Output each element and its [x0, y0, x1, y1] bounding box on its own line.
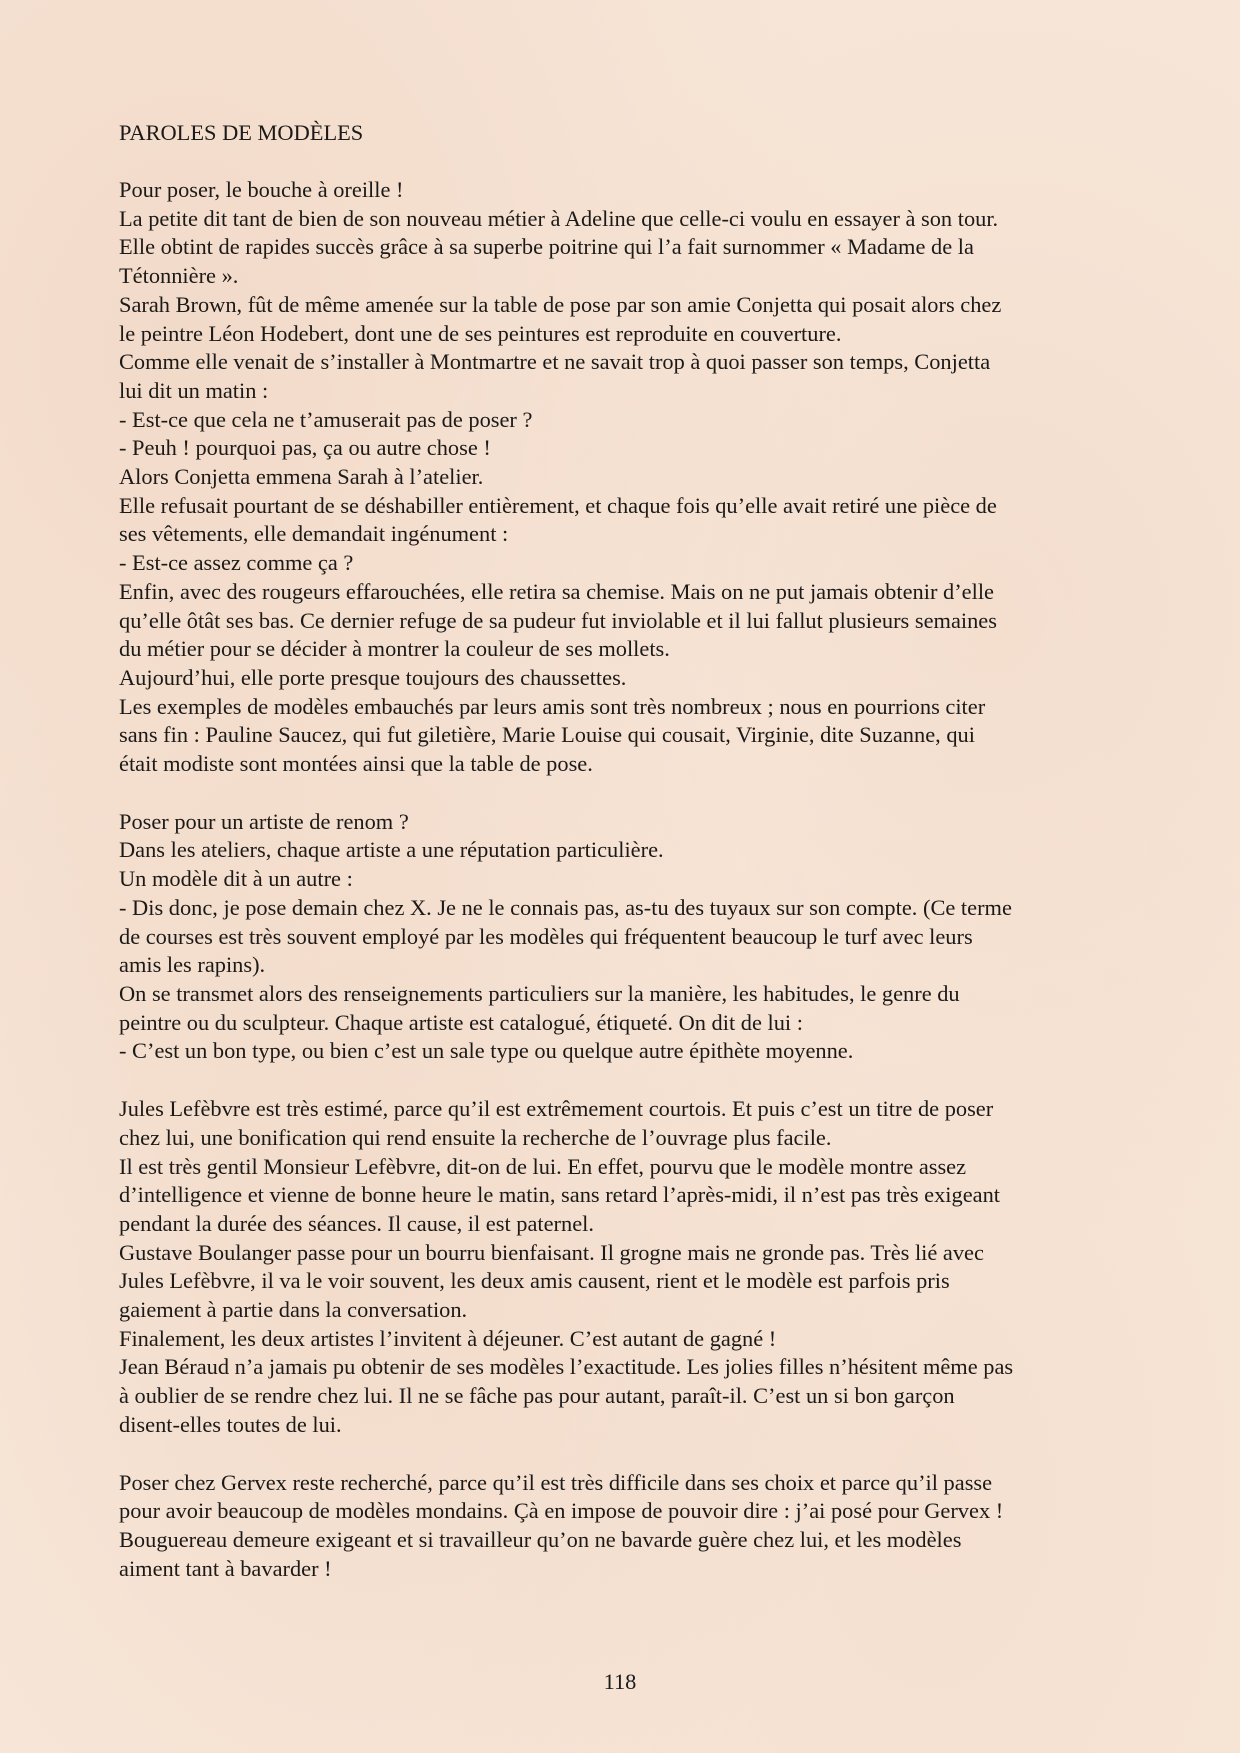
- text-line: Gustave Boulanger passe pour un bourru bienfaisant. Il grogne mais ne gronde pas. Très lié avec: [119, 1239, 984, 1265]
- text-line: ses vêtements, elle demandait ingénument :: [119, 521, 509, 547]
- text-line: Pour poser, le bouche à oreille !: [119, 177, 404, 202]
- text-line: Jean Béraud n’a jamais pu obtenir de ses modèles l’exactitude. Les jolies filles n’hésitent même pas: [119, 1354, 1014, 1380]
- text-line: à oublier de se rendre chez lui. Il ne se fâche pas pour autant, paraît-il. C’est un si bon garçon: [119, 1383, 955, 1409]
- text-line: lui dit un matin :: [119, 377, 269, 403]
- text-line: disent-elles toutes de lui.: [119, 1411, 342, 1437]
- text-line: chez lui, une bonification qui rend ensuite la recherche de l’ouvrage plus facile.: [119, 1124, 832, 1150]
- text-line: Enfin, avec des rougeurs effarouchées, elle retira sa chemise. Mais on ne put jamais obtenir d’elle: [119, 578, 994, 604]
- text-line: Poser pour un artiste de renom ?: [119, 808, 409, 834]
- section-artiste-de-renom: [119, 808, 1129, 1066]
- text-line: pendant la durée des séances. Il cause, il est paternel.: [119, 1210, 594, 1236]
- text-line: était modiste sont montées ainsi que la table de pose.: [119, 751, 593, 777]
- text-line: - C’est un bon type, ou bien c’est un sale type ou quelque autre épithète moyenne.: [119, 1038, 854, 1064]
- text-line: Bouguereau demeure exigeant et si travailleur qu’on ne bavarde guère chez lui, et les modèles: [119, 1526, 962, 1552]
- text-line: Elle refusait pourtant de se déshabiller entièrement, et chaque fois qu’elle avait retiré une pièce de: [119, 492, 997, 518]
- text-line: Aujourd’hui, elle porte presque toujours des chaussettes.: [119, 664, 627, 690]
- text-line: sans fin : Pauline Saucez, qui fut giletière, Marie Louise qui cousait, Virginie, dite Suzanne, qui: [119, 722, 975, 748]
- text-line: peintre ou du sculpteur. Chaque artiste est catalogué, étiqueté. On dit de lui :: [119, 1009, 803, 1035]
- text-line: Comme elle venait de s’installer à Montmartre et ne savait trop à quoi passer son temps, Conjetta: [119, 349, 991, 375]
- text-line: Poser chez Gervex reste recherché, parce qu’il est très difficile dans ses choix et parce qu’il passe: [119, 1469, 993, 1495]
- text-line: le peintre Léon Hodebert, dont une de ses peintures est reproduite en couverture.: [119, 320, 842, 346]
- section-lefebvre: [119, 1095, 1129, 1439]
- text-line: gaiement à partie dans la conversation.: [119, 1297, 468, 1323]
- text-line: Alors Conjetta emmena Sarah à l’atelier.: [119, 464, 484, 490]
- text-line: Tétonnière ».: [119, 263, 239, 289]
- text-line: La petite dit tant de bien de son nouveau métier à Adeline que celle-ci voulu en essayer à son tour.: [119, 205, 999, 231]
- text-line: Finalement, les deux artistes l’invitent à déjeuner. C’est autant de gagné !: [119, 1325, 777, 1351]
- text-line: d’intelligence et vienne de bonne heure le matin, sans retard l’après-midi, il n’est pas très exigeant: [119, 1182, 1000, 1208]
- section-gervex: [119, 1469, 1129, 1584]
- text-line: de courses est très souvent employé par les modèles qui fréquentent beaucoup le turf avec leurs: [119, 923, 973, 949]
- text-line: amis les rapins).: [119, 952, 266, 978]
- text-line: - Peuh ! pourquoi pas, ça ou autre chose !: [119, 435, 491, 461]
- text-line: du métier pour se décider à montrer la couleur de ses mollets.: [119, 636, 670, 662]
- text-line: Les exemples de modèles embauchés par leurs amis sont très nombreux ; nous en pourrions citer: [119, 693, 986, 719]
- text-line: pour avoir beaucoup de modèles mondains. Çà en impose de pouvoir dire : j’ai posé pour Gervex !: [119, 1498, 1004, 1524]
- page-number: 118: [603, 1669, 637, 1694]
- text-line: Il est très gentil Monsieur Lefèbvre, dit-on de lui. En effet, pourvu que le modèle montre assez: [119, 1153, 967, 1179]
- text-line: - Est-ce assez comme ça ?: [119, 550, 354, 576]
- text-line: - Est-ce que cela ne t’amuserait pas de poser ?: [119, 406, 533, 432]
- text-line: Elle obtint de rapides succès grâce à sa superbe poitrine qui l’a fait surnommer « Madame de la: [119, 234, 974, 260]
- text-line: qu’elle ôtât ses bas. Ce dernier refuge de sa pudeur fut inviolable et il lui fallut plusieurs semaines: [119, 607, 997, 633]
- text-line: Dans les ateliers, chaque artiste a une réputation particulière.: [119, 837, 664, 863]
- text-line: Un modèle dit à un autre :: [119, 866, 353, 892]
- text-line: Jules Lefèbvre, il va le voir souvent, les deux amis causent, rient et le modèle est parfois pris: [119, 1268, 950, 1294]
- text-line: On se transmet alors des renseignements particuliers sur la manière, les habitudes, le genre du: [119, 980, 960, 1006]
- page-body: [119, 118, 1129, 1612]
- text-line: - Dis donc, je pose demain chez X. Je ne le connais pas, as-tu des tuyaux sur son compte. (Ce terme: [119, 894, 1012, 920]
- page-title: PAROLES DE MODÈLES: [119, 120, 364, 145]
- text-line: Jules Lefèbvre est très estimé, parce qu’il est extrêmement courtois. Et puis c’est un titre de poser: [119, 1096, 994, 1122]
- section-bouche-a-oreille: [119, 176, 1129, 779]
- text-line: aiment tant à bavarder !: [119, 1555, 332, 1581]
- text-line: Sarah Brown, fût de même amenée sur la table de pose par son amie Conjetta qui posait alors chez: [119, 291, 1002, 317]
